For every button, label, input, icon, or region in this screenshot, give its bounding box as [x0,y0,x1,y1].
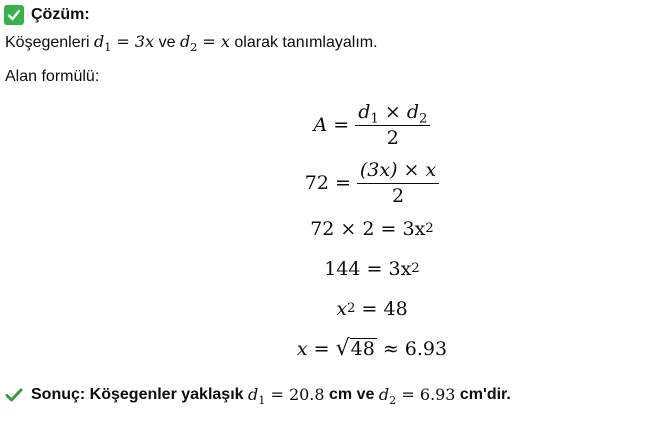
equation-x-squared: x 2 = 48 [336,298,408,320]
square-root: √ 48 [335,336,375,361]
area-formula-label: Alan formülü: [5,68,100,85]
result-line: Sonuç: Köşegenler yaklaşık $d_1 = 20.8$ cm ve $d_2 = 6.93$ cm'dir. [5,385,511,404]
solution-heading [4,5,90,25]
equation-simplify: 144 = 3x 2 [324,258,420,280]
solution-title: Çözüm: [31,6,90,23]
equation-multiply: 72 × 2 = 3x 2 [310,218,434,240]
equation-substitution: 72 = $\frac{(3x) \times x}{2}$ [0,160,646,207]
equation-area-formula: A = $\frac{d_1 \times d_2}{2}$ [0,102,646,149]
check-mark-icon [5,387,23,403]
equation-x-value: x = √ 48 ≈ 6.93 [296,336,448,361]
check-mark-box-icon [4,5,24,25]
diagonals-definition: Köşegenleri $d_1 = 3x$ ve $d_2 = x$ olarak tanımlayalım. [5,32,378,54]
